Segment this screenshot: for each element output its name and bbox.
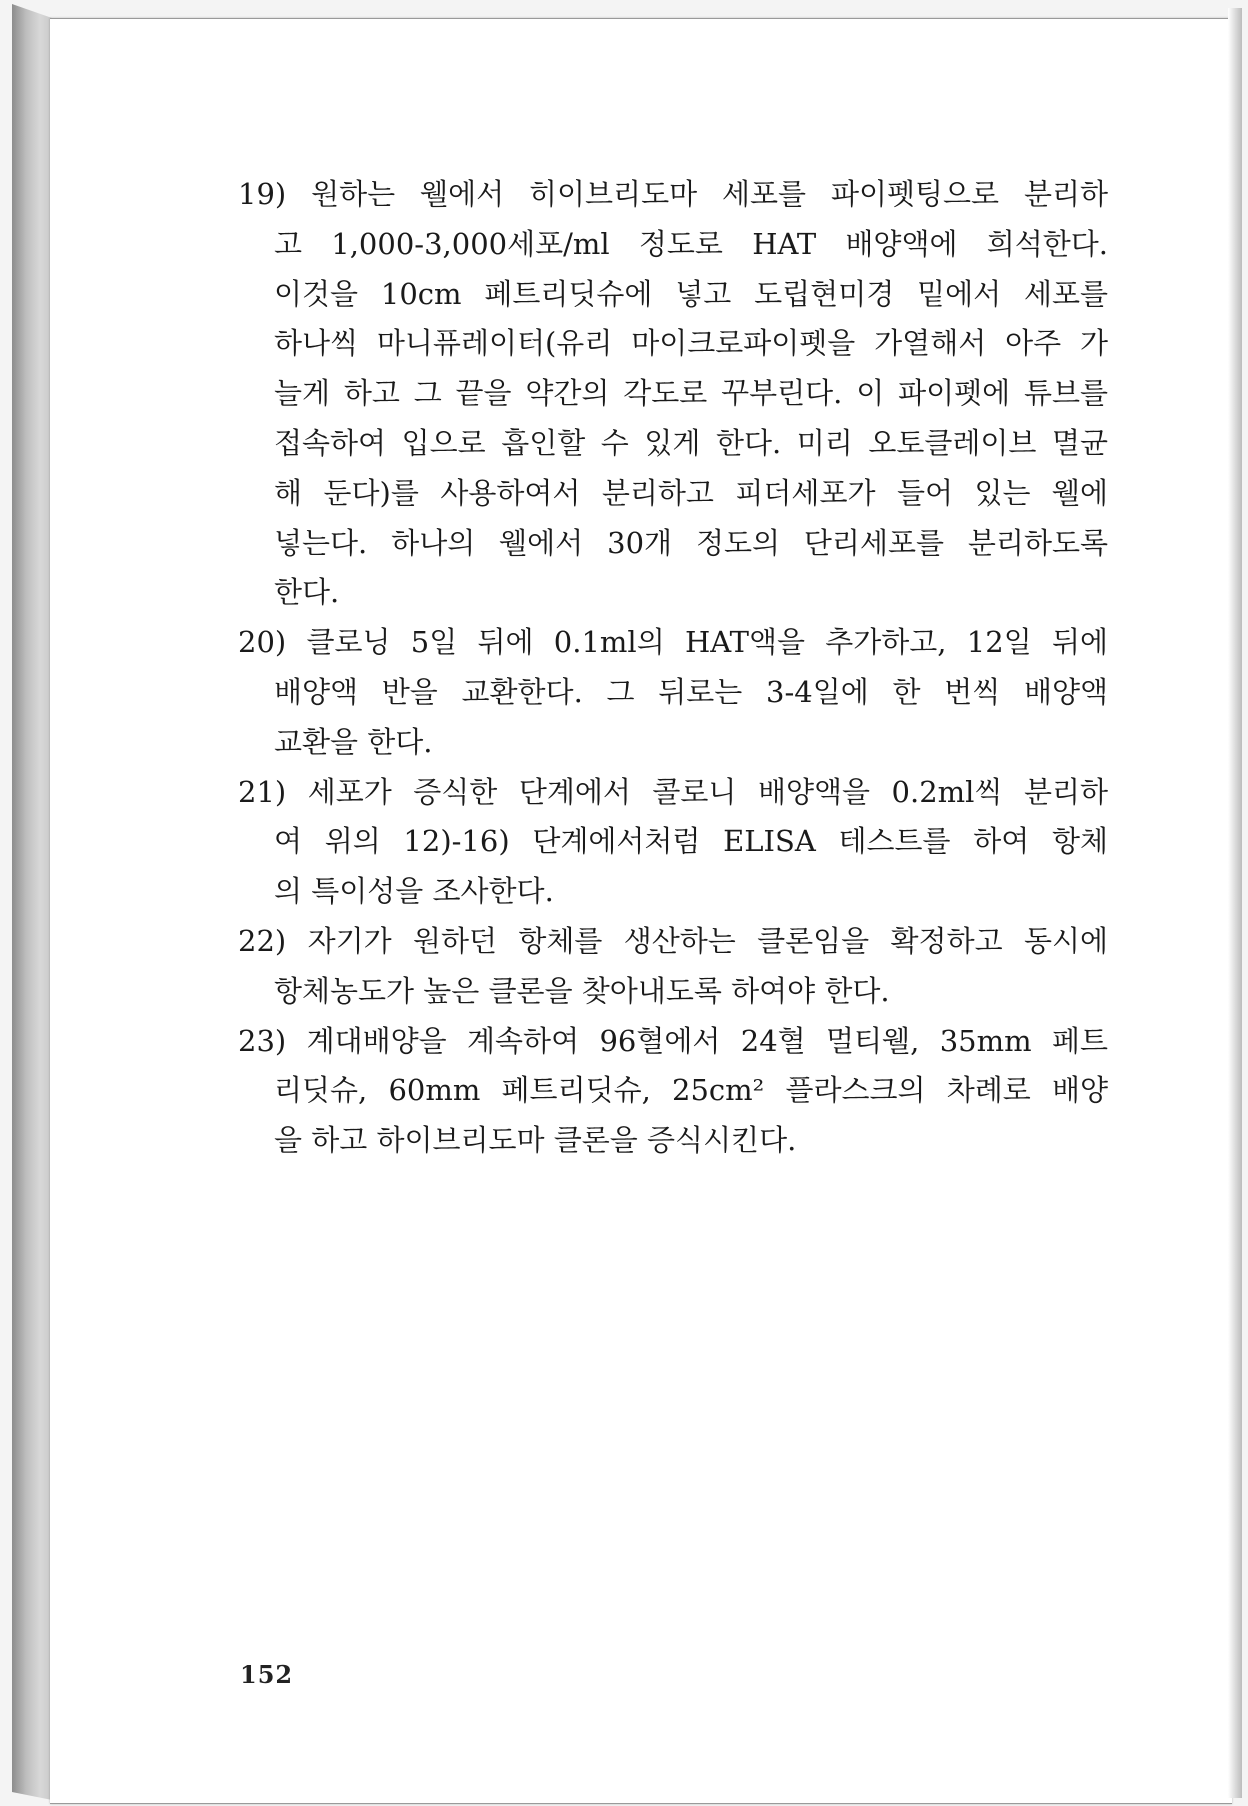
- step-23: [238, 1017, 1108, 1166]
- text-line: 한다.: [274, 575, 340, 610]
- text-line: 20) 클로닝 5일 뒤에 0.1ml의 HAT액을 추가하고, 12일 뒤에: [238, 625, 1108, 660]
- body-text: [238, 170, 1108, 1166]
- step-21: [238, 768, 1108, 917]
- book-spine: [12, 4, 52, 1800]
- text-line: 의 특이성을 조사한다.: [274, 874, 554, 909]
- text-line: 여 위의 12)-16) 단계에서처럼 ELISA 테스트를 하여 항체: [274, 824, 1108, 859]
- text-line: 해 둔다)를 사용하여서 분리하고 피더세포가 들어 있는 웰에: [274, 475, 1108, 510]
- text-line: 19) 원하는 웰에서 히이브리도마 세포를 파이펫팅으로 분리하: [238, 177, 1108, 211]
- text-line: 을 하고 하이브리도마 클론을 증식시킨다.: [274, 1123, 797, 1158]
- text-line: 넣는다. 하나의 웰에서 30개 정도의 단리세포를 분리하도록: [274, 525, 1108, 560]
- step-19: [238, 170, 1108, 618]
- text-line: 22) 자기가 원하던 항체를 생산하는 클론임을 확정하고 동시에: [238, 923, 1108, 958]
- text-line: 21) 세포가 증식한 단계에서 콜로니 배양액을 0.2ml씩 분리하: [238, 774, 1108, 809]
- text-line: 23) 계대배양을 계속하여 96혈에서 24혈 멀티웰, 35mm 페트: [238, 1023, 1108, 1058]
- text-line: 교환을 한다.: [274, 724, 433, 759]
- step-20: [238, 618, 1108, 767]
- step-22: [238, 917, 1108, 1017]
- text-line: 배양액 반을 교환한다. 그 뒤로는 3-4일에 한 번씩 배양액: [274, 674, 1108, 709]
- text-line: 고 1,000-3,000세포/ml 정도로 HAT 배양액에 희석한다.: [274, 226, 1108, 261]
- text-line: 늘게 하고 그 끝을 약간의 각도로 꾸부린다. 이 파이펫에 튜브를: [274, 376, 1108, 411]
- page-edge: [1228, 8, 1242, 1798]
- text-line: 하나씩 마니퓨레이터(유리 마이크로파이펫을 가열해서 아주 가: [274, 326, 1108, 361]
- page-number: 152: [240, 1660, 294, 1689]
- text-line: 이것을 10cm 페트리딧슈에 넣고 도립현미경 밑에서 세포를: [274, 276, 1108, 311]
- text-line: 접속하여 입으로 흡인할 수 있게 한다. 미리 오토클레이브 멸균: [274, 425, 1108, 460]
- text-line: 리딧슈, 60mm 페트리딧슈, 25cm² 플라스크의 차례로 배양: [274, 1073, 1108, 1108]
- text-line: 항체농도가 높은 클론을 찾아내도록 하여야 한다.: [274, 973, 890, 1008]
